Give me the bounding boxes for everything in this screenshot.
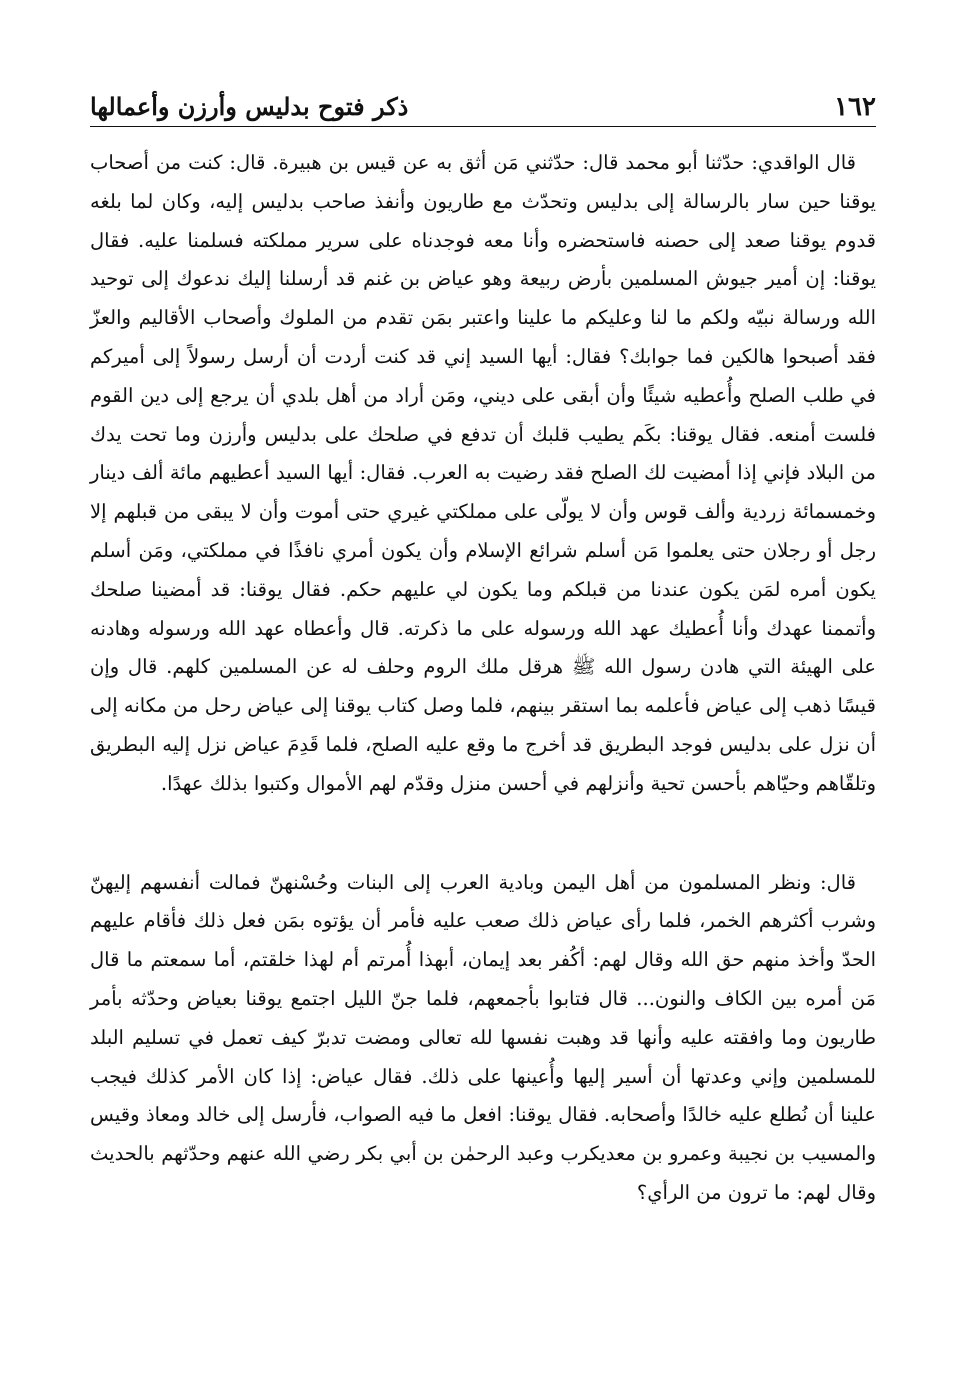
header-divider	[90, 126, 876, 127]
page-number: ١٦٢	[834, 92, 876, 122]
paragraph: قال الواقدي: حدّثنا أبو محمد قال: حدّثني مَن أثق به عن قيس بن هبيرة. قال: كنت من أصحاب يوقنا حين سار بالرسالة إلى بدليس وتحدّث مع طاريون وأنفذ صاحب بدليس إليه، وكان لما بلغه قدوم يوقنا صعد إلى حصنه فاستحضره وأنا معه فوجدناه على سرير مملكته فسلمنا عليه. فقال يوقنا: إن أمير جيوش المسلمين بأرض ربيعة وهو عياض بن غنم قد أرسلنا إليك ندعوك إلى توحيد الله ورسالة نبيّه ولكم ما لنا وعليكم ما علينا واعتبر بمَن تقدم من الملوك وأصحاب الأقاليم والعزّ فقد أصبحوا هالكين فما جوابك؟ فقال: أيها السيد إني قد كنت أردت أن أرسل رسولاً إلى أميركم في طلب الصلح وأُعطيه شيئًا وأن أبقى على ديني، ومَن أراد من أهل بلدي أن يرجع إلى دين القوم فلست أمنعه. فقال يوقنا: بكَم يطيب قلبك أن تدفع في صلحك على بدليس وأرزن وما تحت يدك من البلاد فإني إذا أمضيت لك الصلح فقد رضيت به العرب. فقال: أيها السيد أعطيهم مائة ألف دينار وخمسمائة زردية وألف قوس وأن لا يولّى على مملكتي غيري حتى أموت وأن لا يبقى من قبلهم إلا رجل أو رجلان حتى يعلموا مَن أسلم شرائع الإسلام وأن يكون أمري نافذًا في مملكتي، ومَن أسلم يكون أمره لمَن يكون عندنا من قبلكم وما يكون لي عليهم حكم. فقال يوقنا: قد أمضينا صلحك وأتممنا عهدك وأنا أُعطيك عهد الله ورسوله على ما ذكرته. قال وأعطاه عهد الله ورسوله وهادنه على الهيئة التي هادن رسول الله ﷺ هرقل ملك الروم وحلف له عن المسلمين كلهم. قال وإن قيسًا ذهب إلى عياض فأعلمه بما استقر بينهم، فلما وصل كتاب يوقنا إلى عياض رحل من مكانه إلى أن نزل على بدليس فوجد البطريق قد أخرج ما وقع عليه الصلح، فلما قَدِمَ عياض نزل إليه البطريق وتلقّاهم وحيّاهم بأحسن تحية وأنزلهم في أحسن منزل وقدّم لهم الأموال وكتبوا بذلك عهدًا.	[90, 151, 877, 795]
running-title: ذكر فتوح بدليس وأرزن وأعمالها	[90, 92, 409, 121]
book-page	[90, 86, 876, 1376]
page-header	[90, 86, 876, 126]
body-text	[90, 144, 876, 1213]
paragraph: قال: ونظر المسلمون من أهل اليمن وبادية العرب إلى البنات وحُسْنهنّ فمالت أنفسهم إليهنّ وشرب أكثرهم الخمر، فلما رأى عياض ذلك صعب عليه فأمر أن يؤتوه بمَن فعل ذلك فأقام عليهم الحدّ وأخذ منهم حق الله وقال لهم: أكُفر بعد إيمان، أبهذا أُمرتم أم لهذا خلقتم، أما سمعتم ما قال مَن أمره بين الكاف والنون... قال فتابوا بأجمعهم، فلما جنّ الليل اجتمع يوقنا بعياض وحدّثه بأمر طاريون وما وافقته عليه وأنها قد وهبت نفسها لله تعالى ومضت تدبرّ كيف تعمل في تسليم البلد للمسلمين وإني وعدتها أن أسير إليها وأُعينها على ذلك. فقال عياض: إذا كان الأمر كذلك فيجب علينا أن نُطلع عليه خالدًا وأصحابه. فقال يوقنا: افعل ما فيه الصواب، فأرسل إلى خالد ومعاذ وقيس والمسيب بن نجيبة وعمرو بن معديكرب وعبد الرحمٰن بن أبي بكر رضي الله عنهم وحدّثهم بالحديث وقال لهم: ما ترون من الرأي؟	[90, 870, 876, 1204]
